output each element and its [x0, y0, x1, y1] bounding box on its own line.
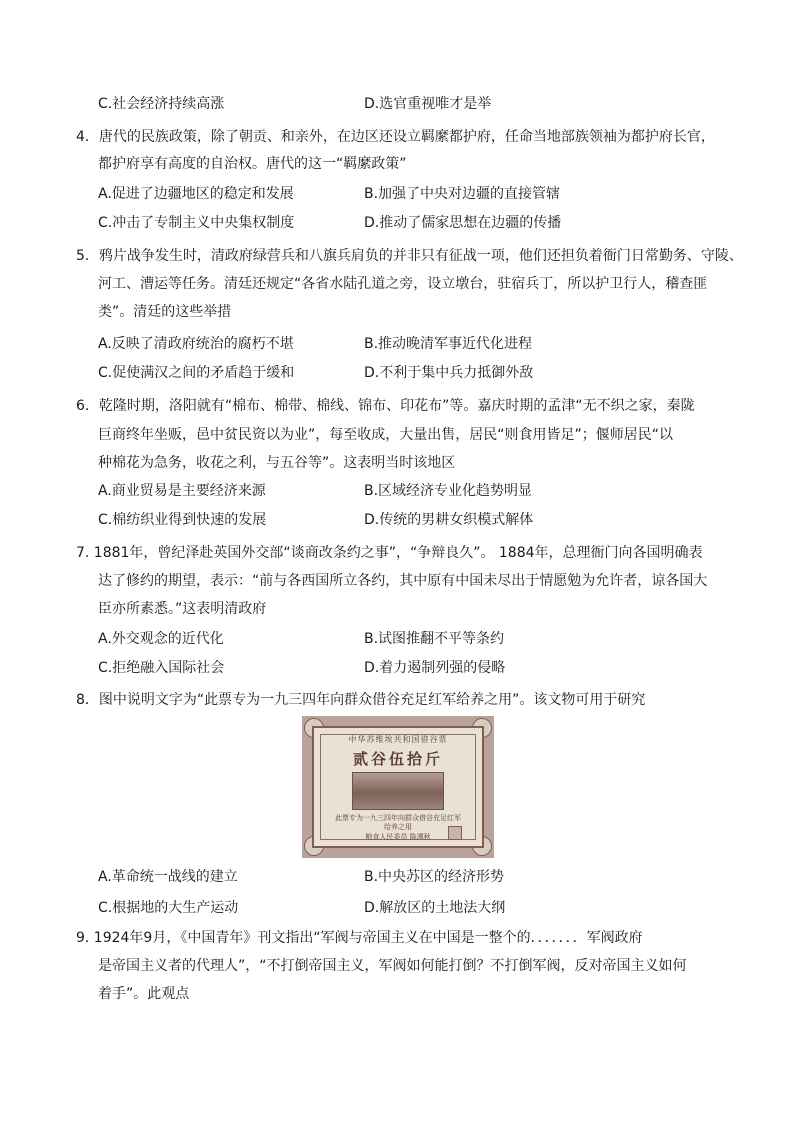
ticket-description: 此票专为一九三四年向群众借谷充足红军给养之用	[335, 814, 461, 831]
q5-option-a: A.反映了清政府统治的腐朽不堪	[98, 336, 294, 352]
q4-stem-line1: 4．唐代的民族政策，除了朝贡、和亲外，在边区还设立羁縻都护府，任命当地部族领袖为都护府长官，	[76, 129, 715, 145]
q5-option-d: D.不利于集中兵力抵御外敌	[364, 365, 534, 381]
q7-stem-line2: 达了修约的期望，表示：“前与各西国所立各约，其中原有中国未尽出于情愿勉为允许者，谅各国大	[98, 573, 708, 589]
q6-stem-line2: 巨商终年坐贩，邑中贫民资以为业”，每至收成，大量出售，居民“则食用皆足”；偃师居民“以	[98, 427, 674, 443]
q5-stem-line3: 类”。清廷的这些举措	[98, 304, 232, 320]
ticket-title: 中华苏维埃共和国借谷票	[348, 735, 448, 744]
q8-option-c: C.根据地的大生产运动	[98, 900, 239, 916]
seal-stamp-icon	[448, 826, 462, 840]
q7-option-b: B.试图推翻不平等条约	[364, 631, 505, 647]
ticket-signature: 粮食人民委员 陈潭秋	[365, 833, 431, 841]
q9-stem-line2: 是帝国主义者的代理人”，“不打倒帝国主义，军阀如何能打倒？不打倒军阀，反对帝国主义如何	[98, 958, 687, 974]
q7-option-d: D.着力遏制列强的侵略	[364, 660, 506, 676]
q7-option-c: C.拒绝融入国际社会	[98, 660, 225, 676]
q6-stem-line3: 种棉花为急务，收花之利，与五谷等”。这表明当时该地区	[98, 455, 456, 471]
q6-option-d: D.传统的男耕女织模式解体	[364, 512, 534, 528]
q8-option-b: B.中央苏区的经济形势	[364, 869, 505, 885]
q3-option-c: C.社会经济持续高涨	[98, 96, 225, 112]
q8-option-a: A.革命统一战线的建立	[98, 869, 238, 885]
grain-loan-ticket-image	[302, 716, 494, 858]
q6-option-c: C.棉纺织业得到快速的发展	[98, 512, 267, 528]
q5-stem-line1: 5．鸦片战争发生时，清政府绿营兵和八旗兵肩负的并非只有征战一项，他们还担负着衙门日常勤务、守陵、	[76, 248, 743, 264]
q4-option-d: D.推动了儒家思想在边疆的传播	[364, 215, 562, 231]
q6-option-a: A.商业贸易是主要经济来源	[98, 483, 266, 499]
q5-option-b: B.推动晚清军事近代化进程	[364, 336, 533, 352]
q9-stem-line1: 9. 1924年9月，《中国青年》刊文指出“军阀与帝国主义在中国是一整个的．．．．．．．军阀政府	[76, 930, 643, 946]
q9-stem-line3: 着手”。此观点	[98, 986, 190, 1002]
q7-stem-line3: 臣亦所素悉。”这表明清政府	[98, 601, 267, 617]
ticket-border	[312, 726, 484, 848]
q4-stem-line2: 都护府享有高度的自治权。唐代的这一“羁縻政策”	[98, 156, 407, 172]
q3-option-d: D.选官重视唯才是举	[364, 96, 492, 112]
q8-stem-line1: 8．图中说明文字为“此票专为一九三四年向群众借谷充足红军给养之用”。该文物可用于研究	[76, 692, 646, 708]
q4-option-c: C.冲击了专制主义中央集权制度	[98, 215, 295, 231]
q4-option-b: B.加强了中央对边疆的直接管辖	[364, 186, 561, 202]
ticket-value: 贰谷伍拾斤	[352, 750, 443, 768]
q6-option-b: B.区域经济专业化趋势明显	[364, 483, 533, 499]
q4-option-a: A.促进了边疆地区的稳定和发展	[98, 186, 294, 202]
q7-option-a: A.外交观念的近代化	[98, 631, 224, 647]
q7-stem-line1: 7. 1881年，曾纪泽赴英国外交部“谈商改条约之事”，“争辩良久”。 1884年，总理衙门向各国明确表	[76, 545, 703, 561]
q5-stem-line2: 河工、漕运等任务。清廷还规定“各省水陆孔道之旁，设立墩台，驻宿兵丁，所以护卫行人，稽查匪	[98, 276, 708, 292]
q5-option-c: C.促使满汉之间的矛盾趋于缓和	[98, 365, 295, 381]
q8-option-d: D.解放区的土地法大纲	[364, 900, 506, 916]
ticket-illustration	[352, 772, 444, 810]
q6-stem-line1: 6．乾隆时期，洛阳就有“棉布、棉带、棉线、锦布、印花布”等。嘉庆时期的孟津“无不织之家，秦陇	[76, 398, 695, 414]
